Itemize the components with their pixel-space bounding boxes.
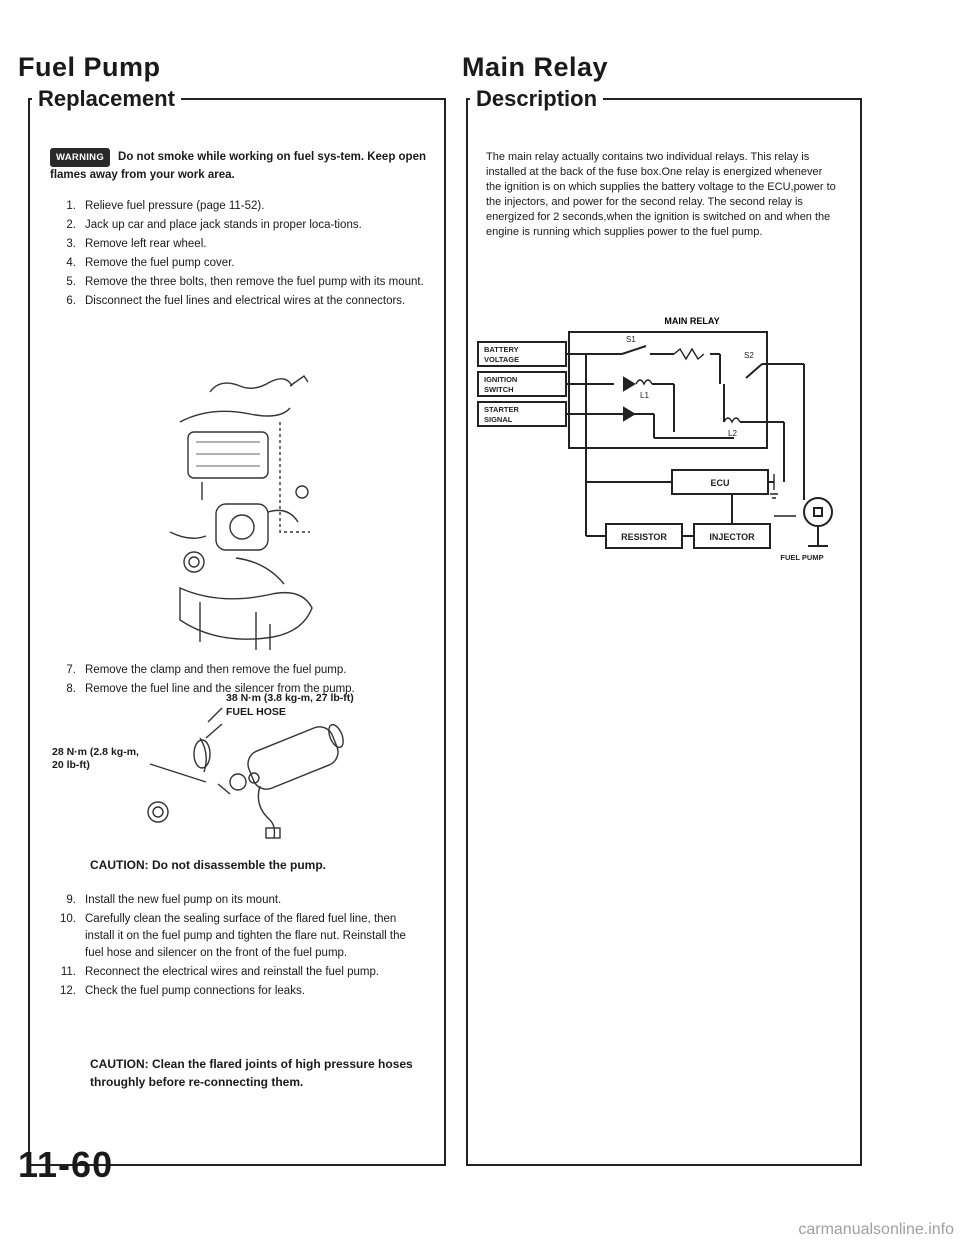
torque-label-top: 38 N·m (3.8 kg-m, 27 lb-ft): [226, 692, 354, 704]
step-item: [52, 983, 426, 1000]
step-text: Reconnect the electrical wires and reinstall the fuel pump.: [85, 966, 380, 978]
step-text: Jack up car and place jack stands in proper loca-tions.: [85, 219, 362, 231]
step-text: Check the fuel pump connections for leaks.: [85, 985, 305, 997]
starter-signal-label-1: STARTER: [484, 405, 519, 414]
warning-notice: [50, 148, 426, 184]
step-text: Remove the fuel line and the silencer from the pump.: [85, 683, 355, 695]
step-number: 1.: [66, 200, 76, 212]
step-number: 2.: [66, 219, 76, 231]
ignition-switch-label-1: IGNITION: [484, 375, 518, 384]
warning-text: Do not smoke while working on fuel sys-tem. Keep open flames away from your work area.: [50, 151, 427, 181]
torque-label-left-2: 20 lb-ft): [52, 759, 90, 771]
step-item: [52, 198, 426, 215]
step-text: Remove the three bolts, then remove the fuel pump with its mount.: [85, 276, 424, 288]
resistor-label: RESISTOR: [621, 532, 667, 542]
l1-label: L1: [640, 391, 649, 400]
caution-flared-joints: CAUTION: Clean the flared joints of high pressure hoses throughly before re-connecting them.: [90, 1057, 413, 1089]
ignition-switch-label-2: SWITCH: [484, 385, 514, 394]
fuel-line-silencer-illustration: [110, 694, 390, 844]
step-text: Carefully clean the sealing surface of the flared fuel line, then install it on the fuel pump and tighten the flare nut. Reinstall the fuel hose and silencer on the front of the fuel pump.: [85, 913, 406, 959]
page-title-fuel-pump: Fuel Pump: [18, 52, 161, 82]
page-title-main-relay: Main Relay: [462, 52, 609, 82]
step-item: [52, 274, 426, 291]
step-item: [52, 964, 426, 981]
ecu-label: ECU: [710, 478, 730, 488]
fuel-pump-label: FUEL PUMP: [780, 553, 824, 562]
step-item: [52, 217, 426, 234]
fuel-pump-assembly-illustration: [140, 362, 340, 652]
replacement-panel: [28, 86, 446, 1166]
step-item: [52, 255, 426, 272]
step-number: 5.: [66, 276, 76, 288]
torque-label-left-1: 28 N·m (2.8 kg-m,: [52, 746, 139, 758]
step-number: 3.: [66, 238, 76, 250]
injector-label: INJECTOR: [709, 532, 755, 542]
main-relay-description: The main relay actually contains two individual relays. This relay is installed at the back of the fuse box.One relay is energized whenever the ignition is on which supplies the battery voltage to the ECU,power to the injectors, and power for the second relay. The second relay is energized for 2 seconds,when the ignition is switched on and when the engine is running which supplies power to the fuel pump.: [486, 151, 836, 238]
step-number: 12.: [60, 985, 76, 997]
step-number: 11.: [60, 966, 76, 978]
step-item: [52, 662, 426, 679]
s2-label: S2: [744, 351, 754, 360]
step-text: Remove the clamp and then remove the fuel pump.: [85, 664, 347, 676]
battery-voltage-label-1: BATTERY: [484, 345, 519, 354]
steps-list-9-12: [52, 892, 426, 1002]
step-item: [52, 236, 426, 253]
section-title-replacement: Replacement: [32, 86, 181, 112]
step-number: 7.: [66, 664, 76, 676]
step-text: Install the new fuel pump on its mount.: [85, 894, 282, 906]
steps-list-1-6: [52, 198, 426, 312]
step-text: Relieve fuel pressure (page 11-52).: [85, 200, 265, 212]
main-relay-circuit-diagram: [474, 312, 854, 562]
step-text: Disconnect the fuel lines and electrical wires at the connectors.: [85, 295, 406, 307]
main-relay-title: MAIN RELAY: [664, 316, 720, 326]
s1-label: S1: [626, 335, 636, 344]
step-item: [52, 892, 426, 909]
page-number: 11-60: [18, 1144, 114, 1185]
step-number: 8.: [66, 683, 76, 695]
starter-signal-label-2: SIGNAL: [484, 415, 513, 424]
l2-label: L2: [728, 429, 737, 438]
fuel-hose-label: FUEL HOSE: [226, 706, 286, 718]
step-number: 10.: [60, 913, 76, 925]
footer-watermark: carmanualsonline.info: [798, 1221, 954, 1238]
section-title-description: Description: [470, 86, 603, 112]
description-panel: [466, 86, 862, 1166]
caution-disassemble: CAUTION: Do not disassemble the pump.: [90, 858, 327, 872]
battery-voltage-label-2: VOLTAGE: [484, 355, 520, 364]
step-number: 9.: [66, 894, 76, 906]
step-number: 6.: [66, 295, 76, 307]
step-item: [52, 911, 426, 962]
warning-badge: WARNING: [50, 148, 110, 167]
step-item: [52, 293, 426, 310]
step-number: 4.: [66, 257, 76, 269]
step-text: Remove left rear wheel.: [85, 238, 207, 250]
step-text: Remove the fuel pump cover.: [85, 257, 235, 269]
